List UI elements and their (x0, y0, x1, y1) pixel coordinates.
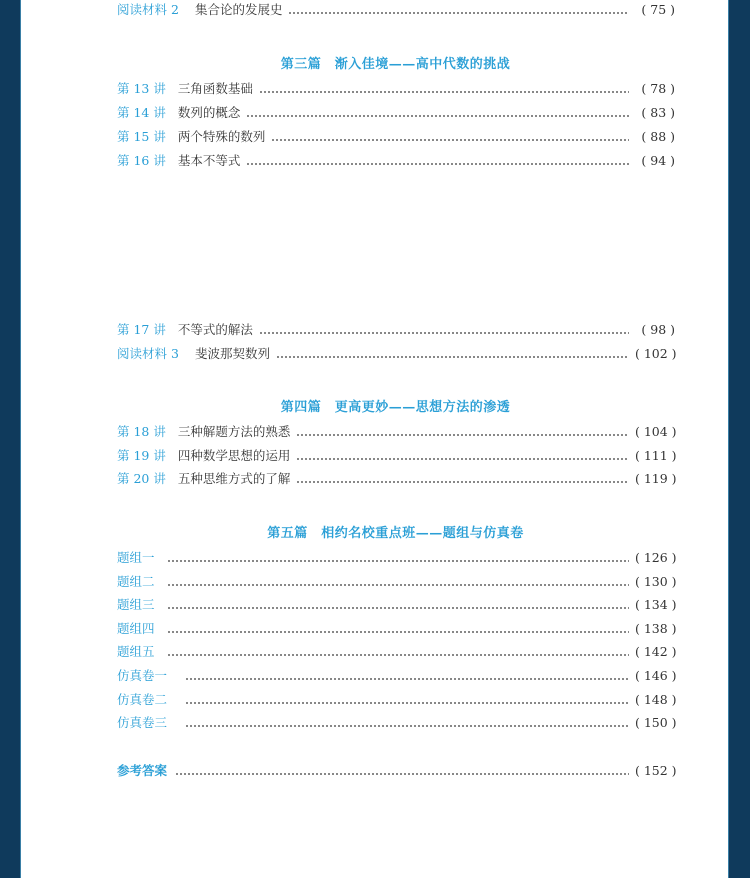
entry-page: ( 148 ) (635, 692, 677, 707)
entry-page: ( 83 ) (641, 105, 675, 120)
entry-title: 数列的概念 (177, 105, 241, 120)
toc-page (20, 0, 729, 878)
entry-page: ( 94 ) (641, 153, 675, 168)
toc-entry-set-3[interactable] (117, 595, 675, 615)
entry-page: ( 102 ) (635, 346, 677, 361)
toc-entry-lesson-15[interactable] (117, 127, 675, 147)
entry-page: ( 111 ) (635, 448, 677, 463)
entry-label: 第 15 讲 (117, 129, 166, 144)
toc-entry-mock-3[interactable] (117, 713, 675, 733)
toc-entry-lesson-16[interactable] (117, 151, 675, 171)
entry-page: ( 152 ) (635, 763, 677, 778)
dot-leader (167, 619, 629, 639)
entry-page: ( 104 ) (635, 424, 677, 439)
dot-leader (271, 127, 629, 147)
entry-label: 题组一 (117, 550, 155, 565)
dot-leader (167, 572, 629, 592)
dot-leader (259, 320, 629, 340)
dot-leader (276, 344, 629, 364)
entry-label: 仿真卷三 (117, 715, 168, 730)
entry-page: ( 150 ) (635, 715, 677, 730)
entry-label: 题组三 (117, 597, 155, 612)
entry-label: 第 14 讲 (117, 105, 166, 120)
entry-page: ( 75 ) (641, 2, 675, 17)
toc-entry-mock-2[interactable] (117, 690, 675, 710)
entry-label: 阅读材料 3 (117, 346, 179, 361)
entry-page: ( 142 ) (635, 644, 677, 659)
entry-page: ( 78 ) (641, 81, 675, 96)
dot-leader (246, 103, 629, 123)
toc-entry-lesson-20[interactable] (117, 469, 675, 489)
entry-page: ( 119 ) (635, 471, 677, 486)
entry-label: 题组四 (117, 621, 155, 636)
entry-label: 第 16 讲 (117, 153, 166, 168)
entry-page: ( 138 ) (635, 621, 677, 636)
entry-label: 题组五 (117, 644, 155, 659)
dot-leader (185, 666, 629, 686)
entry-label: 仿真卷二 (117, 692, 168, 707)
part-3-heading: 第三篇 渐入佳境——高中代数的挑战 (280, 57, 511, 72)
entry-page: ( 146 ) (635, 668, 677, 683)
entry-title: 五种思维方式的了解 (177, 471, 291, 486)
entry-page: ( 98 ) (641, 322, 675, 337)
toc-entry-lesson-18[interactable] (117, 422, 675, 442)
toc-entry-lesson-13[interactable] (117, 79, 675, 99)
dot-leader (296, 422, 629, 442)
entry-label: 题组二 (117, 574, 155, 589)
entry-label: 仿真卷一 (117, 668, 168, 683)
entry-title: 两个特殊的数列 (177, 129, 266, 144)
toc-entry-lesson-14[interactable] (117, 103, 675, 123)
entry-title: 三种解题方法的熟悉 (177, 424, 291, 439)
toc-entry-set-4[interactable] (117, 619, 675, 639)
entry-page: ( 134 ) (635, 597, 677, 612)
toc-entry-reading-2[interactable] (117, 0, 675, 20)
dot-leader (296, 446, 629, 466)
entry-title: 斐波那契数列 (194, 346, 270, 361)
dot-leader (167, 595, 629, 615)
entry-label: 阅读材料 2 (117, 2, 179, 17)
toc-entry-lesson-17[interactable] (117, 320, 675, 340)
entry-page: ( 126 ) (635, 550, 677, 565)
entry-label: 第 17 讲 (117, 322, 166, 337)
entry-label: 第 13 讲 (117, 81, 166, 96)
dot-leader (288, 0, 629, 20)
toc-entry-mock-1[interactable] (117, 666, 675, 686)
entry-title: 基本不等式 (177, 153, 241, 168)
entry-page: ( 130 ) (635, 574, 677, 589)
dot-leader (259, 79, 629, 99)
entry-title: 三角函数基础 (177, 81, 253, 96)
dot-leader (175, 761, 629, 781)
entry-page: ( 88 ) (641, 129, 675, 144)
toc-entry-lesson-19[interactable] (117, 446, 675, 466)
entry-label: 参考答案 (117, 763, 168, 778)
entry-title: 集合论的发展史 (194, 2, 283, 17)
entry-label: 第 20 讲 (117, 471, 166, 486)
toc-entry-set-2[interactable] (117, 572, 675, 592)
toc-entry-set-5[interactable] (117, 642, 675, 662)
entry-title: 不等式的解法 (177, 322, 253, 337)
dot-leader (296, 469, 629, 489)
toc-entry-set-1[interactable] (117, 548, 675, 568)
entry-title: 四种数学思想的运用 (177, 448, 291, 463)
toc-entry-answers[interactable] (117, 761, 675, 781)
entry-label: 第 19 讲 (117, 448, 166, 463)
dot-leader (185, 690, 629, 710)
dot-leader (167, 548, 629, 568)
dot-leader (246, 151, 629, 171)
part-5-heading: 第五篇 相约名校重点班——题组与仿真卷 (267, 526, 524, 541)
dot-leader (185, 713, 629, 733)
dot-leader (167, 642, 629, 662)
entry-label: 第 18 讲 (117, 424, 166, 439)
toc-entry-reading-3[interactable] (117, 344, 675, 364)
part-4-heading: 第四篇 更高更妙——思想方法的渗透 (280, 400, 511, 415)
